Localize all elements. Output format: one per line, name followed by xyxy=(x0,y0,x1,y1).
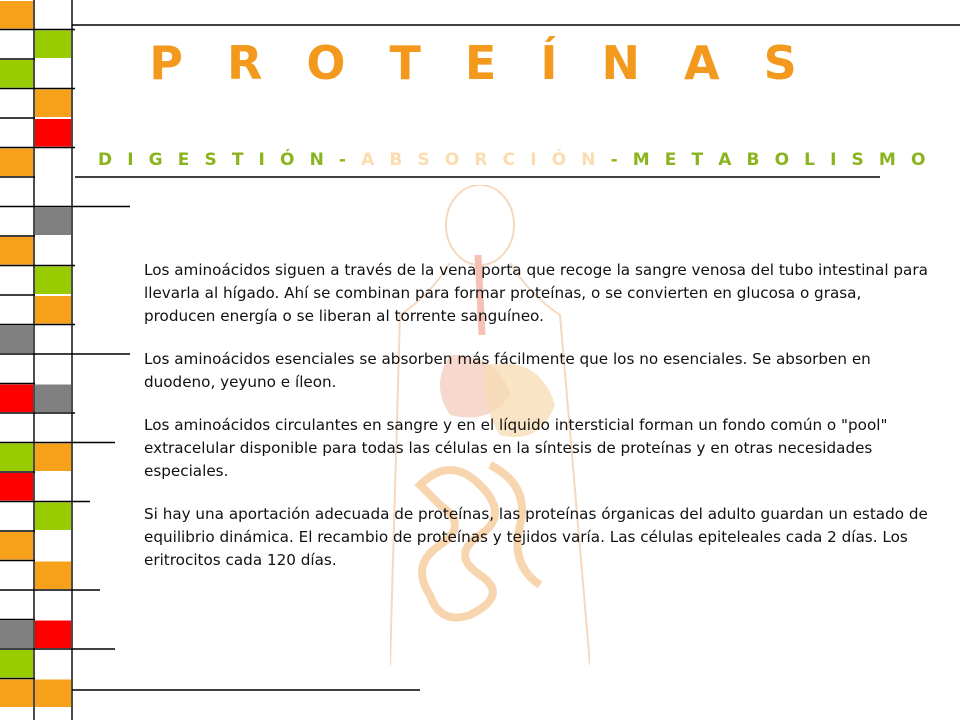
decorative-tile xyxy=(35,267,71,295)
decorative-tile xyxy=(35,680,71,708)
decorative-tile xyxy=(0,532,33,560)
paragraph-amino-acid-pool: Los aminoácidos circulantes en sangre y en el líquido intersticial forman un fondo común o "pool" extracelular disponible para todas las células en la síntesis de proteínas y en otras necesidades especiales. xyxy=(144,416,888,480)
paragraph-portal-vein: Los aminoácidos siguen a través de la vena porta que recoge la sangre venosa del tubo intestinal para llevarla al hígado. Ahí se combinan para formar proteínas, o se convierten en glucosa o grasa, producen energía o se liberan al torrente sanguíneo. xyxy=(144,261,928,325)
subtitle-digestion: D I G E S T I Ó N - xyxy=(98,150,351,170)
body-text xyxy=(144,259,934,592)
subtitle-metabolism: - M E T A B O L I S M O xyxy=(610,150,930,170)
decorative-tile xyxy=(0,149,33,177)
decorative-tile xyxy=(0,621,33,649)
decorative-tile xyxy=(35,90,71,118)
decorative-tile xyxy=(0,680,33,708)
decorative-tile xyxy=(35,119,71,147)
decorative-tile xyxy=(0,473,33,501)
decorative-tile xyxy=(0,326,33,354)
decorative-tile xyxy=(0,444,33,472)
paragraph-essential-amino-acids: Los aminoácidos esenciales se absorben más fácilmente que los no esenciales. Se absorben en duodeno, yeyuno e íleon. xyxy=(144,350,871,391)
decorative-tile xyxy=(35,385,71,413)
page-title: P R O T E Í N A S xyxy=(149,36,811,90)
section-subtitle xyxy=(98,150,930,170)
decorative-tile xyxy=(35,208,71,236)
decorative-tile xyxy=(35,444,71,472)
decorative-tile xyxy=(0,1,33,29)
decorative-tile xyxy=(35,621,71,649)
decorative-tile xyxy=(35,503,71,531)
decorative-tile xyxy=(35,296,71,324)
paragraph-protein-turnover: Si hay una aportación adecuada de proteínas, las proteínas órganicas del adulto guardan un estado de equilibrio dinámica. El recambio de proteínas y tejidos varía. Las células epiteleales cada 2 días. Los eritrocitos cada 120 días. xyxy=(144,505,928,569)
decorative-tile xyxy=(0,385,33,413)
decorative-tile xyxy=(0,650,33,678)
decorative-tile xyxy=(35,562,71,590)
subtitle-absorption: A B S O R C I Ó N xyxy=(361,150,601,170)
decorative-tile xyxy=(0,237,33,265)
